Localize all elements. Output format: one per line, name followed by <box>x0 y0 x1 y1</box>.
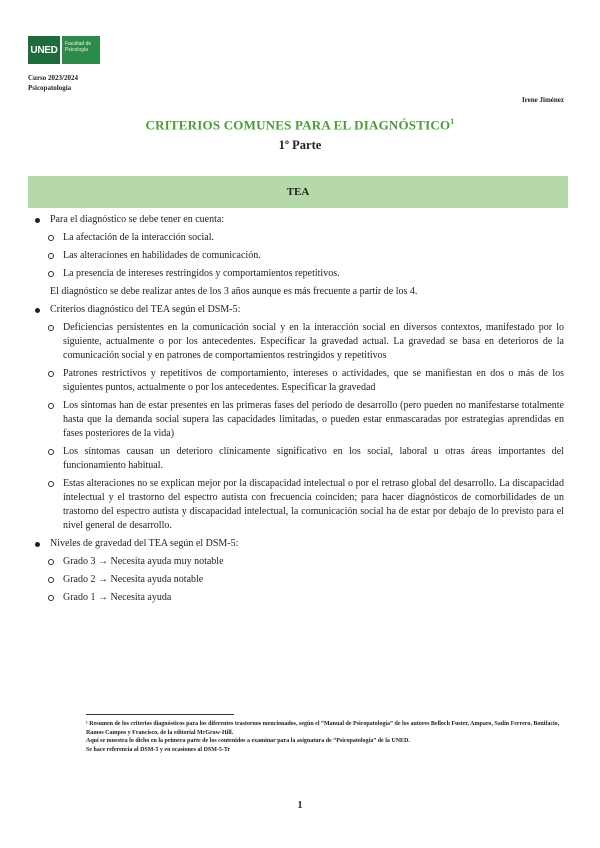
title-footnote-ref: 1 <box>450 117 455 126</box>
sub-bullet: Las alteraciones en habilidades de comunicación. <box>32 249 564 263</box>
sub-bullet: La afectación de la interacción social. <box>32 231 564 245</box>
uned-logo <box>28 36 100 64</box>
footnotes <box>86 720 568 754</box>
section-heading-text: TEA <box>286 186 310 198</box>
document-title <box>0 117 600 133</box>
sub-bullet: Grado 1 → Necesita ayuda <box>32 591 564 605</box>
sub-bullet: La presencia de intereses restringidos y comportamientos repetitivos. <box>32 267 564 281</box>
sub-bullet: Patrones restrictivos y repetitivos de comportamiento, intereses o actividades, que se manifiestan en dos o más de los siguientes puntos, actualmente o por los antecedentes. Especificar la gravedad <box>32 367 564 395</box>
bullet-dsm5-criteria: Criterios diagnóstico del TEA según el DSM-5: <box>32 303 564 317</box>
sub-bullet: Los síntomas han de estar presentes en las primeras fases del periodo de desarrollo (pero pueden no manifestarse totalmente hasta que la demanda social supera las capacidades limitadas, o pueden estar enmascaradas por estrategias aprendidas en fases posteriores de la vida) <box>32 399 564 441</box>
document-part: 1º Parte <box>278 138 322 152</box>
diagnosis-age-note: El diagnóstico se debe realizar antes de los 3 años aunque es más frecuente a partir de los 4. <box>50 286 418 297</box>
footnote-2: Aquí se muestra lo dicho en la primera parte de los contenidos a examinar para la asignatura de “Psicopatología” de la UNED. <box>86 738 410 744</box>
uned-logo-faculty: Facultad de Psicología <box>62 36 100 64</box>
course-year: Curso 2023/2024 <box>28 74 78 82</box>
sub-bullet: Estas alteraciones no se explican mejor por la discapacidad intelectual o por el retraso global del desarrollo. La discapacidad intelectual y el trastorno del espectro autista con frecuencia coinciden; para hacer diagnósticos de comorbilidades de un trastorno del espectro autista y discapacidad intelectual, la comunicación social ha de estar por debajo de lo previsto para el nivel general de desarrollo. <box>32 477 564 533</box>
uned-logo-mark: UNED <box>28 36 60 64</box>
bullet-diagnosis-considerations: Para el diagnóstico se debe tener en cuenta: <box>32 213 564 227</box>
sub-bullet: Los síntomas causan un deterioro clínicamente significativo en los social, laboral u otras áreas importantes del funcionamiento habitual. <box>32 445 564 473</box>
footnote-3: Se hace referencia al DSM-5 y en ocasiones al DSM-5-Tr <box>86 746 231 753</box>
bullet-severity-levels: Niveles de gravedad del TEA según el DSM-5: <box>32 537 564 551</box>
author-name: Irene Jiménez <box>521 96 564 104</box>
course-subject: Psicopatología <box>28 84 72 92</box>
sub-bullet: Deficiencias persistentes en la comunicación social y en la interacción social en diversos contextos, manifestado por lo siguiente, actualmente o por los antecedentes. Especificar la gravedad actual. La gravedad se basa en deterioros de la comunicación social y en patrones de comportamientos restringidos y repetitivos <box>32 321 564 363</box>
sub-bullet: Grado 3 → Necesita ayuda muy notable <box>32 555 564 569</box>
course-info <box>28 73 78 93</box>
footnote-separator <box>86 714 234 715</box>
document-body <box>32 213 564 609</box>
document-title-text: CRITERIOS COMUNES PARA EL DIAGNÓSTICO <box>145 117 451 133</box>
footnote-1: ¹ Resumen de los criterios diagnósticos para los diferentes trastornos mencionados, según el “Manual de Psicopatología” de los autores Belloch Fuster, Amparo, Sadin Ferrero, Bonifacio, Ramos Campos y Francisco, de la editorial McGraw-Hill. <box>86 721 560 736</box>
section-heading <box>28 176 568 208</box>
page-number: 1 <box>297 800 303 811</box>
sub-bullet: Grado 2 → Necesita ayuda notable <box>32 573 564 587</box>
